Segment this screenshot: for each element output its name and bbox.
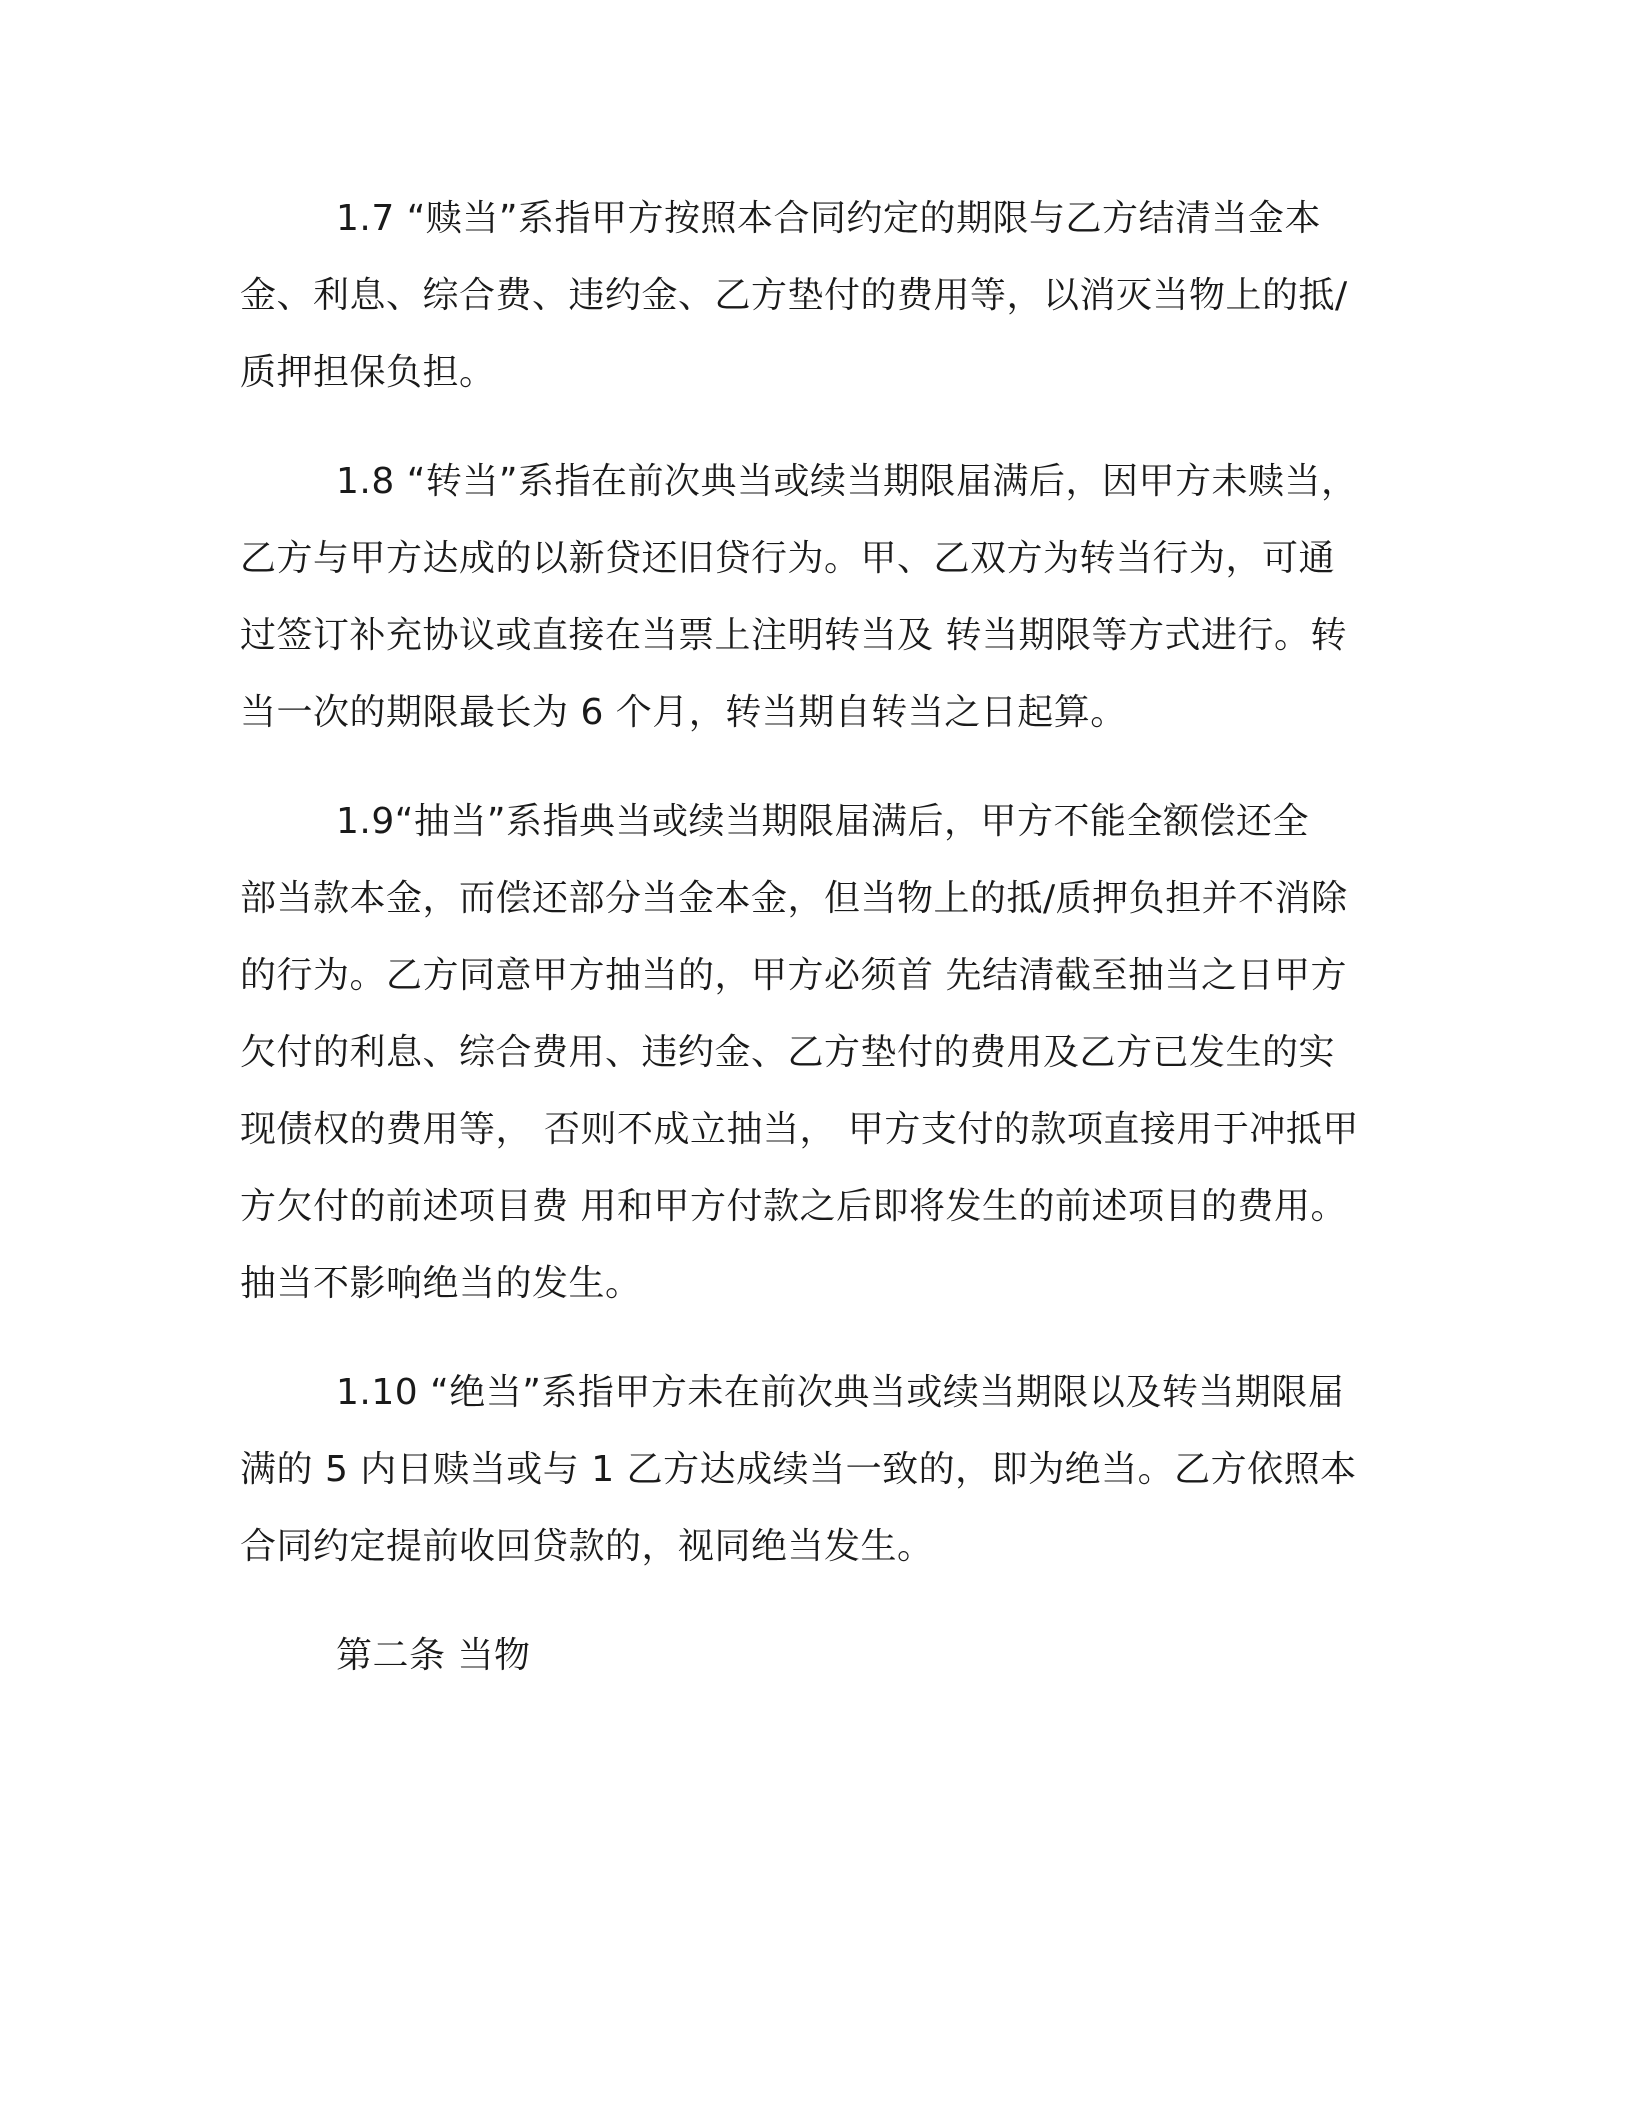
clause-1-9-line-5: 现债权的费用等， 否则不成立抽当， 甲方支付的款项直接用于冲抵甲: [240, 1109, 1359, 1150]
section-heading: [240, 1617, 1400, 1694]
clause-1-7-line-2: 金、利息、综合费、违约金、乙方垫付的费用等，以消灭当物上的抵/: [240, 275, 1348, 316]
clause-1-9-line-7: 抽当不影响绝当的发生。: [240, 1263, 642, 1304]
clause-1-8-line-3: 过签订补充协议或直接在当票上注明转当及 转当期限等方式进行。转: [240, 615, 1347, 656]
clause-1-9-line-1: 1.9“抽当”系指典当或续当期限届满后，甲方不能全额偿还全: [336, 801, 1310, 842]
clause-1-10-line-2: 满的 5 内日赎当或与 1 乙方达成续当一致的，即为绝当。乙方依照本: [240, 1449, 1357, 1490]
clause-1-10-line-1: 1.10 “绝当”系指甲方未在前次典当或续当期限以及转当期限届: [336, 1372, 1345, 1413]
section-heading-text: 第二条 当物: [336, 1635, 531, 1676]
clause-1-8-line-4: 当一次的期限最长为 6 个月，转当期自转当之日起算。: [240, 692, 1127, 733]
clause-1-10-line-3: 合同约定提前收回贷款的，视同绝当发生。: [240, 1526, 934, 1567]
clause-1-9-line-4: 欠付的利息、综合费用、违约金、乙方垫付的费用及乙方已发生的实: [240, 1032, 1336, 1073]
clause-1-8-line-2: 乙方与甲方达成的以新贷还旧贷行为。甲、乙双方为转当行为，可通: [240, 538, 1336, 579]
clause-1-9-line-3: 的行为。乙方同意甲方抽当的，甲方必须首 先结清截至抽当之日甲方: [240, 955, 1347, 996]
clause-1-9-line-2: 部当款本金，而偿还部分当金本金，但当物上的抵/质押负担并不消除: [240, 878, 1348, 919]
clause-1-9: [240, 783, 1400, 1322]
clause-1-7-line-1: 1.7 “赎当”系指甲方按照本合同约定的期限与乙方结清当金本: [336, 198, 1321, 239]
clause-1-8: [240, 443, 1400, 751]
clause-1-10: [240, 1354, 1400, 1585]
clause-1-8-line-1: 1.8 “转当”系指在前次典当或续当期限届满后，因甲方未赎当，: [336, 461, 1358, 502]
document-body: [240, 180, 1400, 1726]
clause-1-7: [240, 180, 1400, 411]
clause-1-7-line-3: 质押担保负担。: [240, 352, 496, 393]
clause-1-9-line-6: 方欠付的前述项目费 用和甲方付款之后即将发生的前述项目的费用。: [240, 1186, 1347, 1227]
